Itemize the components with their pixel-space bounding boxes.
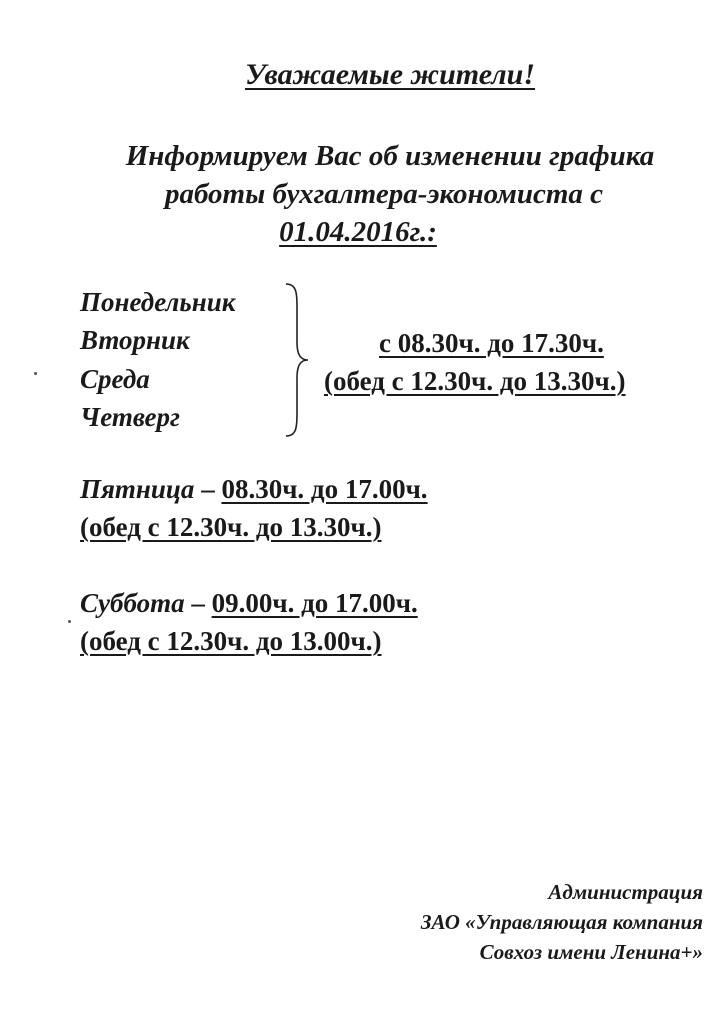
saturday-row — [80, 588, 418, 619]
signature-line-2: ЗАО «Управляющая компания — [420, 910, 703, 934]
friday-row — [80, 474, 428, 505]
saturday-dash: – — [184, 588, 212, 618]
intro-line-1: Информируем Вас об изменении графика — [125, 140, 655, 172]
curly-brace-icon — [282, 282, 312, 438]
friday-label: Пятница — [80, 474, 195, 504]
signature-line-1: Администрация — [548, 880, 703, 904]
effective-date: 01.04.2016г.: — [279, 216, 437, 248]
greeting-heading: Уважаемые жители! — [244, 58, 536, 91]
weekday-thursday: Четверг — [80, 402, 181, 432]
weekday-hours: с 08.30ч. до 17.30ч. — [379, 328, 604, 358]
intro-line-2: работы бухгалтера-экономиста с — [164, 178, 604, 210]
weekday-wednesday: Среда — [80, 364, 150, 394]
signature-line-3: Совхоз имени Ленина+» — [479, 940, 703, 964]
friday-dash: – — [194, 474, 222, 504]
weekday-monday: Понедельник — [80, 287, 236, 317]
saturday-hours: 09.00ч. до 17.00ч. — [211, 588, 418, 618]
weekday-tuesday: Вторник — [80, 325, 190, 355]
saturday-lunch: (обед с 12.30ч. до 13.00ч.) — [80, 626, 382, 656]
scan-speck — [68, 620, 71, 623]
weekday-lunch: (обед с 12.30ч. до 13.30ч.) — [324, 366, 626, 396]
saturday-label: Суббота — [80, 588, 185, 618]
friday-hours: 08.30ч. до 17.00ч. — [221, 474, 428, 504]
friday-lunch: (обед с 12.30ч. до 13.30ч.) — [80, 512, 382, 542]
scan-speck — [34, 372, 37, 375]
